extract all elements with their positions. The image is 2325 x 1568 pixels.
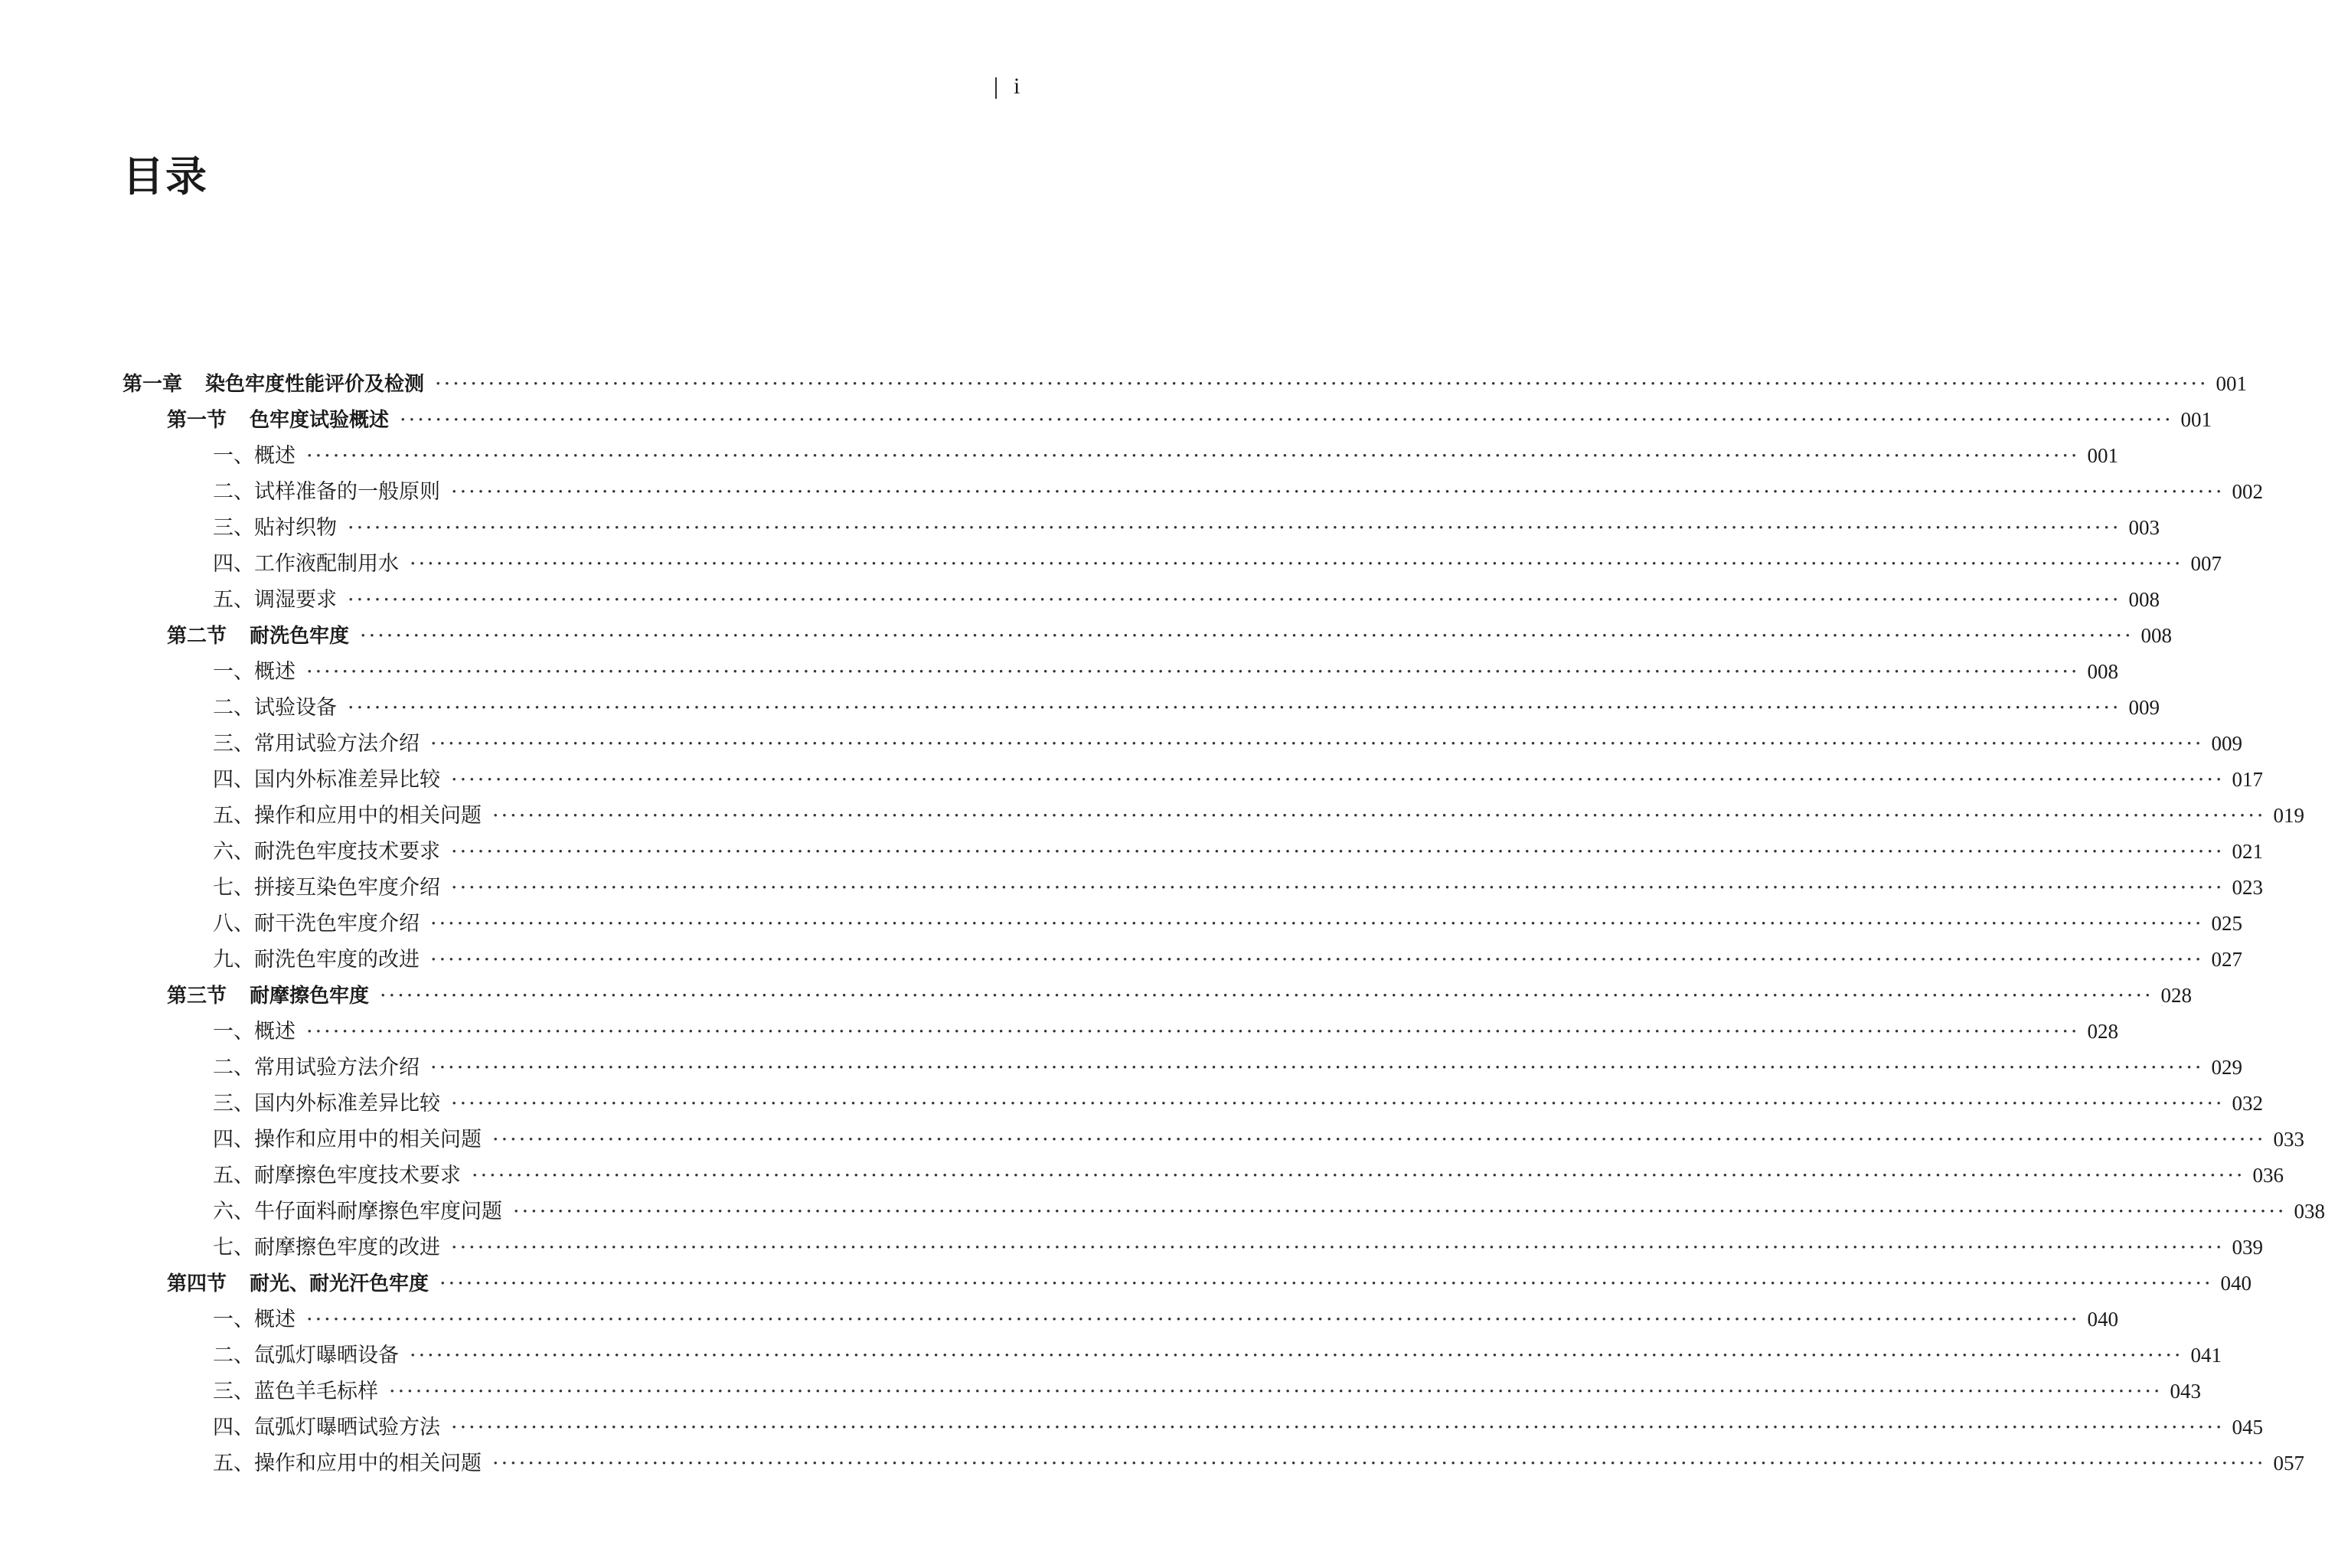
toc-leader-dots: ········································································································································································································	[430, 912, 2204, 936]
toc-page-number: 008	[2128, 588, 2160, 611]
toc-leader-dots: ········································································································································································································	[430, 948, 2204, 972]
toc-page-number: 009	[2128, 696, 2160, 719]
toc-item-row[interactable]	[122, 1446, 2305, 1481]
toc-entry-label	[213, 834, 440, 870]
toc-entry-title: 三、蓝色羊毛标样	[213, 1380, 378, 1403]
toc-page-number: 036	[2252, 1164, 2284, 1187]
toc-leader-dots: ········································································································································································································	[492, 1128, 2266, 1152]
toc-page-number: 040	[2087, 1308, 2119, 1331]
toc-item-row[interactable]	[122, 1338, 2222, 1374]
toc-page-number: 041	[2190, 1344, 2222, 1367]
toc-entry-title: 五、操作和应用中的相关问题	[213, 804, 482, 828]
toc-leader-dots: ········································································································································································································	[348, 516, 2121, 540]
toc-entry-title: 三、国内外标准差异比较	[213, 1092, 440, 1116]
toc-page-number: 021	[2232, 840, 2264, 863]
toc-entry-label	[122, 367, 424, 403]
toc-entry-title: 八、耐干洗色牢度介绍	[213, 912, 420, 936]
toc-page-number: 008	[2087, 660, 2119, 683]
toc-entry-title: 四、国内外标准差异比较	[213, 768, 440, 792]
toc-entry-label	[167, 619, 349, 655]
toc-entry-title: 五、耐摩擦色牢度技术要求	[213, 1164, 461, 1187]
toc-page-number: 028	[2087, 1020, 2119, 1043]
toc-entry-label	[213, 582, 337, 618]
toc-leader-dots: ········································································································································································································	[451, 768, 2225, 792]
toc-item-row[interactable]	[122, 474, 2264, 510]
header-divider	[995, 77, 997, 99]
toc-entry-title: 二、试验设备	[213, 696, 337, 720]
toc-item-row[interactable]	[122, 834, 2264, 870]
toc-page-number: 038	[2294, 1200, 2325, 1223]
toc-leader-dots: ········································································································································································································	[348, 588, 2121, 612]
toc-entry-title: 一、概述	[213, 1308, 296, 1331]
toc-page-number: 045	[2232, 1416, 2264, 1439]
toc-entry-title: 五、操作和应用中的相关问题	[213, 1452, 482, 1475]
toc-item-row[interactable]	[122, 906, 2243, 942]
toc-entry-title: 三、贴衬织物	[213, 516, 337, 540]
table-of-contents	[122, 366, 2325, 1481]
toc-page-number: 039	[2232, 1236, 2264, 1259]
toc-entry-label	[213, 1374, 378, 1410]
toc-entry-number: 第一章	[122, 373, 183, 396]
toc-entry-title: 一、概述	[213, 660, 296, 684]
toc-leader-dots: ········································································································································································································	[451, 1236, 2225, 1259]
toc-entry-label	[213, 942, 420, 978]
toc-section-row[interactable]	[122, 978, 2193, 1014]
toc-entry-title: 七、拼接互染色牢度介绍	[213, 876, 440, 900]
toc-entry-label	[213, 906, 420, 942]
toc-item-row[interactable]	[122, 582, 2160, 618]
toc-item-row[interactable]	[122, 1374, 2202, 1410]
toc-entry-number: 第三节	[167, 985, 227, 1008]
toc-item-row[interactable]	[122, 1122, 2305, 1158]
toc-entry-title: 七、耐摩擦色牢度的改进	[213, 1236, 440, 1259]
toc-entry-label	[167, 403, 389, 439]
toc-leader-dots: ········································································································································································································	[348, 696, 2121, 720]
toc-entry-label	[213, 1338, 399, 1374]
toc-page-number: 033	[2273, 1128, 2305, 1151]
toc-leader-dots: ········································································································································································································	[400, 408, 2173, 432]
toc-entry-label	[213, 1014, 296, 1050]
toc-entry-label	[213, 726, 420, 762]
toc-entry-title: 三、常用试验方法介绍	[213, 732, 420, 756]
toc-leader-dots: ········································································································································································································	[451, 876, 2225, 900]
toc-item-row[interactable]	[122, 762, 2264, 798]
toc-page-number: 043	[2170, 1380, 2202, 1403]
toc-leader-dots: ········································································································································································································	[451, 840, 2225, 864]
toc-page-number: 002	[2232, 480, 2264, 503]
toc-entry-title: 四、工作液配制用水	[213, 552, 399, 576]
toc-page-number: 027	[2211, 948, 2243, 971]
page-title: 目录	[122, 152, 208, 201]
toc-leader-dots: ········································································································································································································	[435, 372, 2209, 396]
toc-entry-title: 六、耐洗色牢度技术要求	[213, 840, 440, 864]
toc-leader-dots: ········································································································································································································	[360, 624, 2134, 648]
toc-entry-label	[213, 1446, 482, 1481]
toc-entry-title: 四、操作和应用中的相关问题	[213, 1128, 482, 1152]
toc-entry-label	[213, 654, 296, 690]
toc-leader-dots: ········································································································································································································	[410, 552, 2183, 576]
toc-entry-number: 第二节	[167, 625, 227, 648]
toc-entry-label	[213, 690, 337, 726]
toc-entry-title: 四、氙弧灯曝晒试验方法	[213, 1416, 440, 1439]
toc-chapter-row[interactable]	[122, 366, 2248, 402]
toc-page-number: 007	[2190, 552, 2222, 575]
toc-entry-title: 二、试样准备的一般原则	[213, 480, 440, 504]
toc-section-row[interactable]	[122, 402, 2212, 438]
toc-item-row[interactable]	[122, 1086, 2264, 1122]
toc-entry-label	[213, 1194, 502, 1230]
toc-item-row[interactable]	[122, 942, 2243, 978]
toc-page-number: 017	[2232, 768, 2264, 791]
toc-item-row[interactable]	[122, 1410, 2264, 1446]
toc-entry-label	[213, 798, 482, 834]
toc-page-number: 057	[2273, 1452, 2305, 1475]
toc-leader-dots: ········································································································································································································	[306, 1020, 2080, 1044]
toc-entry-title: 一、概述	[213, 444, 296, 468]
toc-item-row[interactable]	[122, 546, 2222, 582]
toc-page-number: 028	[2160, 984, 2193, 1007]
toc-entry-title: 二、氙弧灯曝晒设备	[213, 1344, 399, 1367]
toc-item-row[interactable]	[122, 438, 2119, 474]
toc-leader-dots: ········································································································································································································	[306, 1308, 2080, 1331]
toc-item-row[interactable]	[122, 1230, 2264, 1266]
toc-entry-label	[213, 1230, 440, 1266]
toc-entry-title: 一、概述	[213, 1020, 296, 1044]
toc-entry-label	[167, 1266, 429, 1302]
toc-entry-label	[213, 870, 440, 906]
toc-leader-dots: ········································································································································································································	[410, 1344, 2183, 1367]
toc-entry-label	[167, 978, 369, 1014]
toc-item-row[interactable]	[122, 690, 2160, 726]
toc-entry-number: 第四节	[167, 1272, 227, 1295]
toc-leader-dots: ········································································································································································································	[306, 660, 2080, 684]
toc-page-number: 001	[2216, 372, 2248, 395]
toc-page-number: 025	[2211, 912, 2243, 935]
toc-item-row[interactable]	[122, 1158, 2284, 1194]
toc-leader-dots: ········································································································································································································	[492, 804, 2266, 828]
toc-entry-title: 五、调湿要求	[213, 588, 337, 612]
toc-leader-dots: ········································································································································································································	[451, 480, 2225, 504]
toc-page-number: 001	[2180, 408, 2212, 431]
toc-entry-title: 染色牢度性能评价及检测	[205, 373, 425, 396]
toc-leader-dots: ········································································································································································································	[430, 732, 2204, 756]
toc-leader-dots: ········································································································································································································	[306, 444, 2080, 468]
toc-item-row[interactable]	[122, 1050, 2243, 1086]
toc-entry-label	[213, 474, 440, 510]
toc-entry-label	[213, 762, 440, 798]
toc-item-row[interactable]	[122, 870, 2264, 906]
toc-entry-title: 九、耐洗色牢度的改进	[213, 948, 420, 972]
toc-leader-dots: ········································································································································································································	[492, 1452, 2266, 1475]
toc-item-row[interactable]	[122, 510, 2160, 546]
toc-entry-title: 耐洗色牢度	[250, 625, 350, 648]
toc-item-row[interactable]	[122, 798, 2305, 834]
toc-item-row[interactable]	[122, 726, 2243, 762]
toc-entry-number: 第一节	[167, 409, 227, 432]
page-number-text: i	[1014, 74, 1020, 99]
toc-item-row[interactable]	[122, 1302, 2119, 1338]
toc-item-row[interactable]	[122, 654, 2119, 690]
toc-leader-dots: ········································································································································································································	[389, 1380, 2163, 1403]
toc-entry-label	[213, 1122, 482, 1158]
toc-entry-title: 色牢度试验概述	[250, 409, 390, 432]
toc-page-number: 003	[2128, 516, 2160, 539]
toc-leader-dots: ········································································································································································································	[451, 1416, 2225, 1439]
toc-entry-label	[213, 546, 399, 582]
toc-entry-label	[213, 1050, 420, 1086]
page-number	[995, 74, 1020, 100]
toc-leader-dots: ········································································································································································································	[451, 1092, 2225, 1116]
toc-page-number: 040	[2220, 1272, 2252, 1295]
toc-page-number: 032	[2232, 1092, 2264, 1115]
toc-leader-dots: ········································································································································································································	[513, 1200, 2287, 1223]
toc-entry-title: 耐摩擦色牢度	[250, 985, 370, 1008]
toc-page-number: 029	[2211, 1056, 2243, 1079]
toc-leader-dots: ········································································································································································································	[439, 1272, 2213, 1295]
toc-leader-dots: ········································································································································································································	[430, 1056, 2204, 1080]
toc-leader-dots: ········································································································································································································	[380, 984, 2154, 1008]
toc-section-row[interactable]	[122, 1266, 2252, 1302]
toc-page-number: 019	[2273, 804, 2305, 827]
toc-entry-title: 六、牛仔面料耐摩擦色牢度问题	[213, 1200, 502, 1223]
toc-entry-title: 二、常用试验方法介绍	[213, 1056, 420, 1080]
toc-leader-dots: ········································································································································································································	[472, 1164, 2245, 1187]
toc-entry-title: 耐光、耐光汗色牢度	[250, 1272, 429, 1295]
toc-entry-label	[213, 1410, 440, 1446]
toc-entry-label	[213, 1302, 296, 1338]
toc-entry-label	[213, 438, 296, 474]
toc-item-row[interactable]	[122, 1194, 2325, 1230]
toc-entry-label	[213, 1158, 461, 1194]
toc-section-row[interactable]	[122, 618, 2173, 654]
toc-entry-label	[213, 1086, 440, 1122]
toc-page-number: 023	[2232, 876, 2264, 899]
toc-entry-label	[213, 510, 337, 546]
toc-page-number: 001	[2087, 444, 2119, 467]
toc-item-row[interactable]	[122, 1014, 2119, 1050]
toc-page-number: 009	[2211, 732, 2243, 755]
toc-page-number: 008	[2141, 624, 2173, 647]
